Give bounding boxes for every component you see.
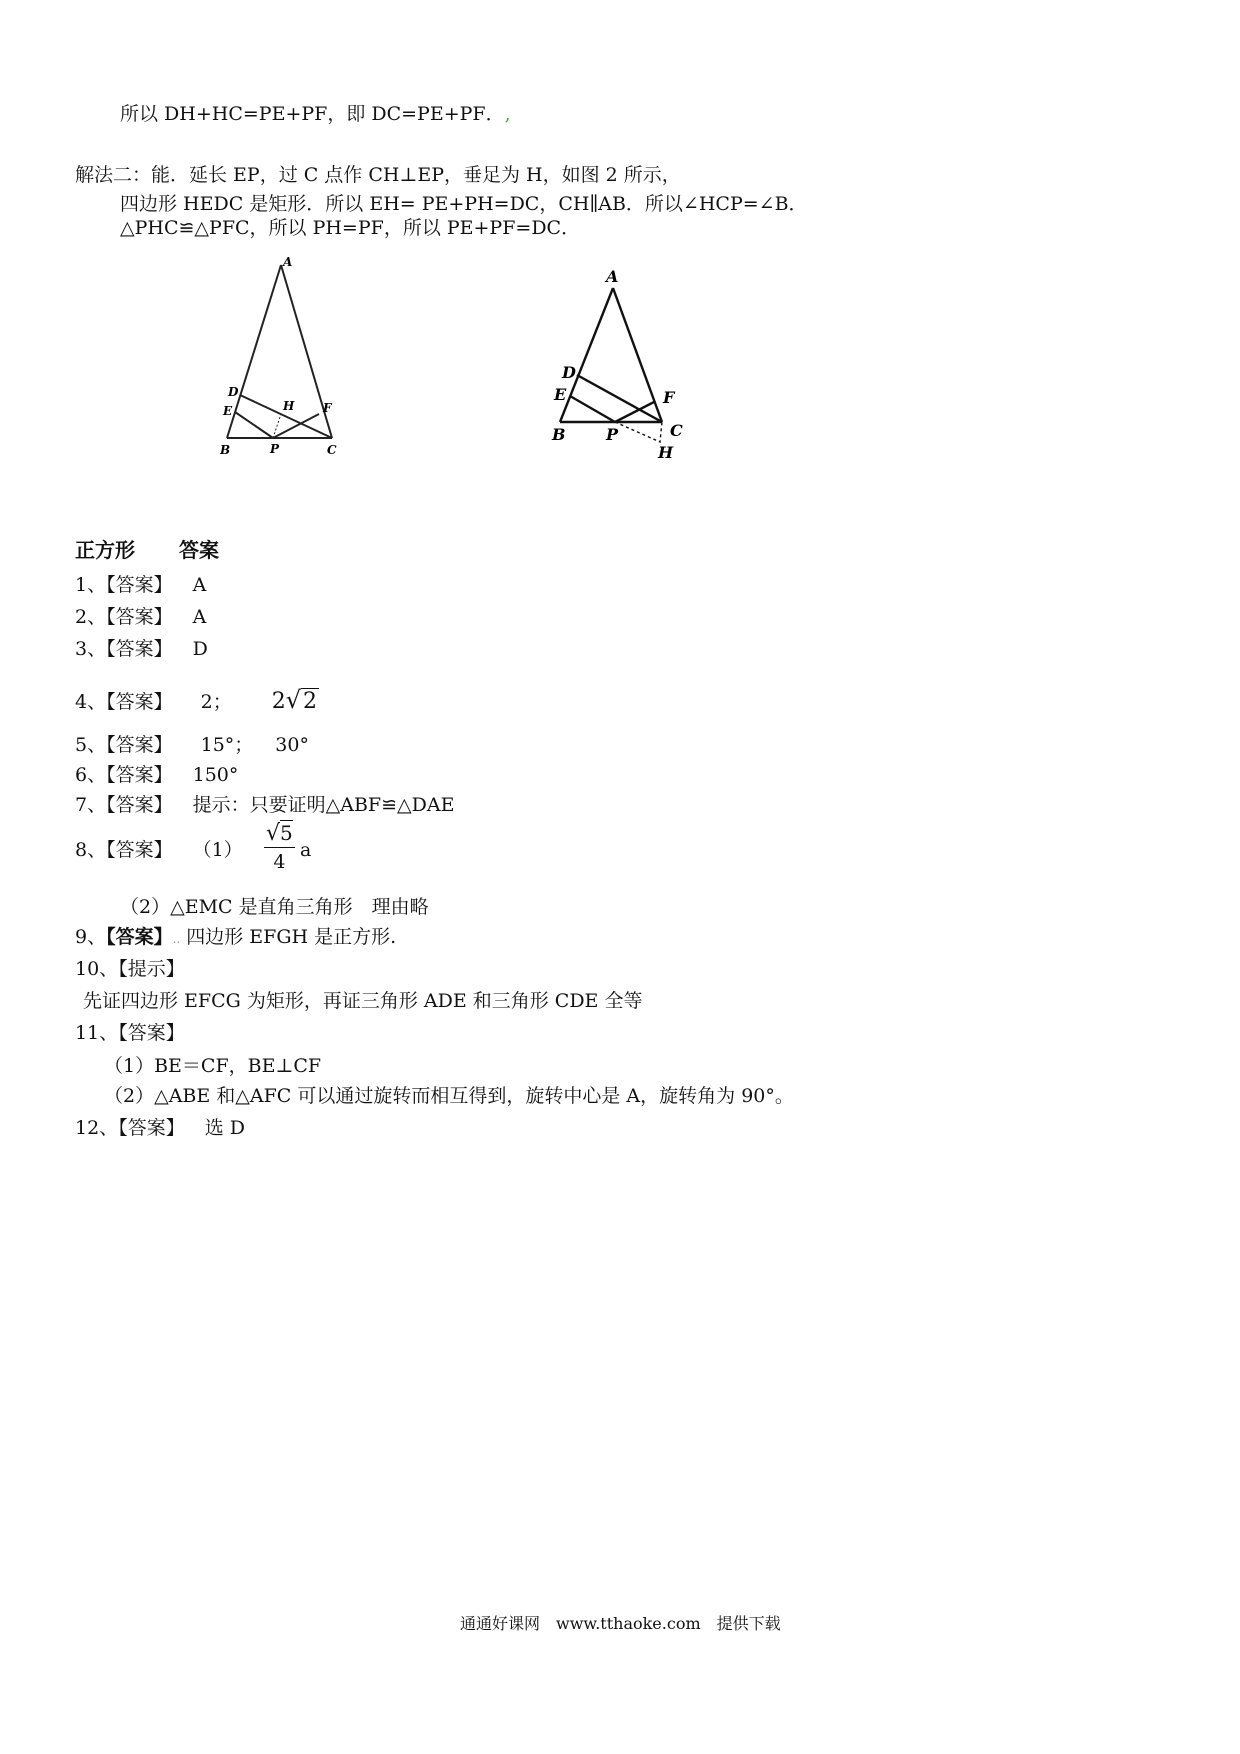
fig2-label-e: E [554, 385, 567, 404]
fig1-seg-ep [235, 412, 273, 438]
answer-number: 1、 [75, 574, 107, 596]
answer-value: D [192, 638, 208, 660]
answer-number: 3、 [75, 638, 107, 660]
answer-8 [75, 838, 243, 862]
answer-tag: 【答案】 [118, 1117, 185, 1139]
answer-5 [75, 733, 309, 757]
fig2-label-d: D [562, 363, 576, 382]
section-answer-label: 答案 [179, 538, 219, 562]
answer-1 [75, 573, 206, 597]
answer-tag: 【答案】 [106, 794, 173, 816]
fig1-label-a: A [283, 255, 293, 269]
fig1-label-d: D [228, 385, 239, 399]
method2-line2: 四边形 HEDC 是矩形．所以 EH= PE+PH=DC，CH∥AB．所以∠HCP=∠B． [120, 193, 808, 215]
answer-number: 6、 [75, 764, 107, 786]
fig1-label-c: C [327, 443, 337, 457]
fig1-label-h: H [283, 399, 295, 413]
answer-value-sqrt [271, 686, 319, 714]
fig2-label-f: F [663, 388, 675, 407]
answer-number: 12、 [75, 1117, 119, 1139]
method2-line1: 解法二：能．延长 EP，过 C 点作 CH⊥EP，垂足为 H，如图 2 所示， [75, 164, 681, 186]
answer-tag: 【答案】 [106, 764, 173, 786]
proof-text: 所以 DH+HC=PE+PF，即 DC=PE+PF． [120, 103, 505, 125]
answer-number: 10、 [75, 958, 119, 980]
fig2-side-ab [560, 288, 613, 422]
answer-number: 2、 [75, 606, 107, 628]
answer-11-part1: （1）BE＝CF，BE⊥CF [104, 1055, 322, 1077]
answer-8-suffix: a [300, 839, 312, 861]
answer-value: A [192, 574, 207, 596]
answer-number: 9、 [75, 926, 107, 948]
answer-number: 8、 [75, 839, 107, 861]
answer-value-a: 2； [200, 691, 232, 713]
answer-8-part2: （2）△EMC 是直角三角形 理由略 [120, 896, 429, 918]
answer-8-fraction [264, 820, 295, 876]
fig2-side-ac [613, 288, 662, 422]
answer-value: 150° [192, 764, 239, 786]
answer-value: 四边形 EFGH 是正方形. [186, 926, 397, 948]
fraction-denominator: 4 [273, 851, 286, 873]
answer-value: A [192, 606, 207, 628]
answer-part1-label: （1） [192, 839, 243, 861]
section-title: 正方形 [75, 538, 135, 562]
method2-line3: △PHC≌△PFC，所以 PH=PF，所以 PE+PF=DC． [120, 217, 581, 239]
answer-tag: 【答案】 [106, 839, 173, 861]
sqrt-expression [286, 688, 319, 714]
answer-value-b: 30° [275, 734, 309, 756]
fig1-label-b: B [220, 443, 231, 457]
answer-value: 选 D [204, 1117, 245, 1139]
fig1-label-f: F [323, 401, 332, 415]
answer-10 [75, 957, 185, 981]
fig2-label-h: H [658, 443, 674, 462]
figure-1 [215, 250, 355, 460]
answer-11-part2: （2）△ABE 和△AFC 可以通过旋转而相互得到，旋转中心是 A，旋转角为 90°。 [104, 1085, 794, 1107]
answer-tag: 【答案】 [118, 1022, 185, 1044]
answer-value: 提示：只要证明△ABF≌△DAE [192, 794, 455, 816]
answer-value-a: 15°； [200, 734, 254, 756]
answer-tag: 【答案】 [106, 691, 173, 713]
answer-tag: 【答案】 [106, 926, 173, 948]
answer-tag: 【答案】 [106, 638, 173, 660]
answer-number: 5、 [75, 734, 107, 756]
stray-dots: .. [172, 932, 181, 946]
fig2-seg-pf [615, 402, 654, 422]
answer-tag: 【答案】 [106, 606, 173, 628]
answer-tag: 【答案】 [106, 574, 173, 596]
answer-number: 11、 [75, 1022, 119, 1044]
figure-2 [540, 262, 710, 472]
answer-10-text: 先证四边形 EFCG 为矩形，再证三角形 ADE 和三角形 CDE 全等 [83, 990, 643, 1012]
answer-number: 7、 [75, 794, 107, 816]
fig2-seg-dc [577, 375, 662, 422]
answer-4 [75, 688, 319, 714]
answer-number: 4、 [75, 691, 107, 713]
answer-2 [75, 605, 206, 629]
answer-7 [75, 793, 454, 817]
answer-tag: 【答案】 [106, 734, 173, 756]
fig2-seg-ep [570, 396, 615, 422]
answer-6 [75, 763, 238, 787]
proof-line [120, 102, 511, 126]
fig1-label-p: P [270, 442, 280, 456]
fig2-label-b: B [552, 425, 566, 444]
stray-mark: , [504, 103, 511, 125]
fig1-label-e: E [223, 404, 233, 418]
fig2-label-a: A [606, 267, 619, 286]
answer-tag: 【提示】 [118, 958, 185, 980]
footer-text: 通通好课网 www.tthaoke.com 提供下载 [460, 1614, 781, 1633]
radical-sign: √ [266, 821, 281, 846]
fig2-label-p: P [606, 425, 619, 444]
answer-9 [75, 925, 396, 951]
fig2-label-c: C [670, 421, 683, 440]
answer-12 [75, 1116, 245, 1140]
section-heading [75, 538, 219, 562]
radicand: 2 [303, 689, 317, 714]
fraction-numerator [264, 820, 295, 848]
radicand: 5 [280, 821, 293, 845]
fig2-seg-ph [615, 422, 662, 442]
answer-11 [75, 1021, 185, 1045]
answer-3 [75, 637, 208, 661]
sqrt-coefficient: 2 [271, 689, 286, 714]
radical-sign: √ [285, 686, 301, 714]
